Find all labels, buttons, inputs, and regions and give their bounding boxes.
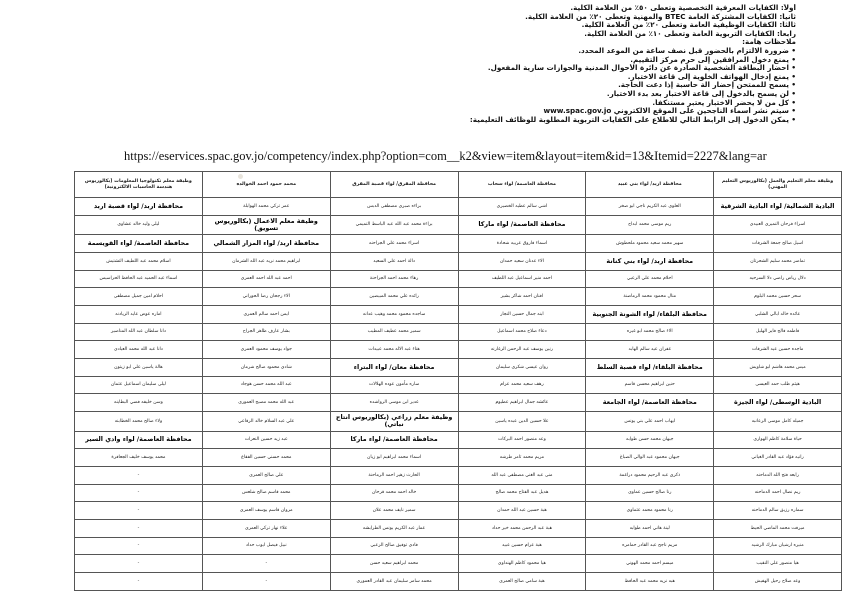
table-cell: جميله كامل موسى الزعانبه: [714, 412, 842, 432]
table-cell: علا حسين الدين عبده ياسين: [458, 412, 586, 432]
table-cell: محافظة العاصمة/ لواء ماركا: [330, 431, 458, 449]
table-cell: محافظة اربد/ لواء قصبة اربد: [75, 198, 203, 216]
table-cell: سماره رزيق سالم الدماحنه: [714, 502, 842, 520]
table-cell: رهف سعيد محمد عزام: [458, 376, 586, 394]
table-cell: جيهان محمود عبد الوالي الصباغ: [586, 449, 714, 467]
table-cell: عبد الله محمد مصبح العموري: [202, 394, 330, 412]
table-cell: وظيفة معلم زراعي (بكالوريوس انتاج نباتي): [330, 412, 458, 432]
table-cell: منال محمود محمد الرماضنة: [586, 288, 714, 306]
table-cell: هيا محمود كاظم الهنداوي: [458, 555, 586, 573]
table-cell: ابراهيم محمد نزيه عبد الله الشرمان: [202, 252, 330, 270]
table-cell: مريم محمد ثامر طرشه: [458, 449, 586, 467]
table-cell: ذكرى عبد الرحيم محمود دراغمة: [586, 466, 714, 484]
table-cell: احلام امين جميل مصطفى: [75, 288, 203, 306]
note-line: • احضار البطاقة الشخصية الصادرة عن دائرة الأحوال المدنية والجوازات سارية المفعول.: [487, 64, 796, 73]
table-cell: ايهاب احمد علي بني يونس: [586, 412, 714, 432]
table-cell: سمير محمد عطيف المطيب: [330, 323, 458, 341]
table-cell: عائشه جمال ابراهيم عطيوم: [458, 394, 586, 412]
table-cell: هيا منصور علي النقيب: [714, 555, 842, 573]
column-header: محمد حمود احمد الخوالده: [202, 172, 330, 198]
table-cell: رائده علي محمد المبيضين: [330, 288, 458, 306]
table-cell: دانا سلطان عبد الله المناصير: [75, 323, 203, 341]
table-cell: دعاء صلاح محمد اسماعيل: [458, 323, 586, 341]
table-row: [75, 466, 842, 484]
table-cell: احلام محمد علي الزعبي: [586, 270, 714, 288]
table-cell: روان عيسى شكري سليمان: [458, 359, 586, 377]
table-cell: شادي محمود صالح شرمان: [202, 359, 330, 377]
table-cell: -: [75, 555, 203, 573]
table-row: [75, 323, 842, 341]
table-cell: وعد منصور احمد البركات: [458, 431, 586, 449]
table-row: [75, 288, 842, 306]
table-cell: رابعه فتح الله الدماحنه: [714, 466, 842, 484]
table-cell: رهاء محمد احمد الجراحنة: [330, 270, 458, 288]
column-header: محافظة العاصمة/ لواء سحاب: [458, 172, 586, 198]
note-line: أولاً: الكفايات المعرفية التخصصية وتعطى ٥٠٪ من العلامة الكلية.: [570, 4, 796, 12]
note-line: • يمنع إدخال الهواتف الخلوية إلى قاعة الاختبار.: [627, 72, 796, 81]
table-cell: -: [202, 573, 330, 591]
table-cell: اسراء فرحان النميري العبيدي: [714, 215, 842, 235]
table-cell: البادية الشمالية/ لواء البادية الشرقية: [714, 198, 842, 216]
note-line: • سيتم نشر أسماء الناجحين على الموقع الالكتروني www.spac.gov.jo: [543, 107, 796, 116]
table-row: [75, 449, 842, 467]
table-row: [75, 484, 842, 502]
table-cell: وظيفة معلم الاعمال (بكالوريوس تسويق): [202, 215, 330, 235]
candidates-table: [74, 171, 842, 591]
table-cell: محافظة العاصمة/ لواء القويسمة: [75, 235, 203, 253]
table-cell: رنا صالح حسين عماوي: [586, 484, 714, 502]
table-row: [75, 359, 842, 377]
table-cell: منى عبد الغني مصطفى عبد الله: [458, 466, 586, 484]
table-cell: جيهان محمد حسن طوابه: [586, 431, 714, 449]
table-cell: اماره عوض عايد الزيادنه: [75, 305, 203, 323]
table-cell: ايمن احمد سالم العمري: [202, 305, 330, 323]
table-cell: العلوي عبد الكريم ناجي ابو صخر: [586, 198, 714, 216]
competency-link-url[interactable]: https://eservices.spac.gov.jo/competency/index.php?option=com__k2&view=item&layout=item&id=13&Itemid=2227&lang=ar: [124, 149, 767, 163]
table-cell: -: [75, 520, 203, 538]
table-cell: محمد يوسف خليف الجعافرة: [75, 449, 203, 467]
table-cell: -: [202, 555, 330, 573]
table-header-row: [75, 172, 842, 198]
table-cell: الاء رجحان رضا الحوراني: [202, 288, 330, 306]
table-cell: ساجده محمود محمد وهيب عدانه: [330, 305, 458, 323]
table-cell: ريم نضال احمد الدماحنه: [714, 484, 842, 502]
instructions-notes: [236, 4, 796, 124]
table-cell: جواد يوسف محمود العمري: [202, 341, 330, 359]
table-cell: عبد زيد حسين النعرات: [202, 431, 330, 449]
table-row: [75, 412, 842, 432]
column-header: وظيفة معلم تكنولوجيا المعلومات (بكالوريوس هندسة الحاسبات الالكترونية): [75, 172, 203, 198]
table-cell: احمد منير اسماعيل عبد اللطيف: [458, 270, 586, 288]
table-cell: الاء صالح محمد ابو غيره: [586, 323, 714, 341]
table-row: [75, 235, 842, 253]
table-cell: محافظة البلقاء/ لواء الشونة الجنوبية: [586, 305, 714, 323]
table-cell: احمد عبد الله احمد العمري: [202, 270, 330, 288]
table-cell: اسراء محمد علي الجراحنه: [330, 235, 458, 253]
table-row: [75, 215, 842, 235]
table-cell: هبه نزيه محمد عبد الحافظ: [586, 573, 714, 591]
note-line: رابعاً: الكفايات التربوية العامة وتعطى ١٠٪ من العلامة الكلية.: [584, 29, 796, 38]
table-cell: اسلام محمد عبد اللطيف التشتيش: [75, 252, 203, 270]
table-cell: اسماء فاروق عربيه شحادة: [458, 235, 586, 253]
table-cell: حنين ابراهيم محسن قاسم: [586, 376, 714, 394]
table-cell: ليلى وليد خالد عشاوي: [75, 215, 203, 235]
table-cell: محمد قاسم صالح شلعس: [202, 484, 330, 502]
table-cell: دانا عبد الله محمد العيادي: [75, 341, 203, 359]
table-cell: غدير ابن موسى الرواشده: [330, 394, 458, 412]
column-header: محافظة المفرق/ لواء قصبة المفرق: [330, 172, 458, 198]
table-cell: محافظة العاصمة/ لواء ماركا: [458, 215, 586, 235]
note-line: • ضرورة الالتزام بالحضور قبل نصف ساعة من الموعد المحدد.: [578, 46, 796, 55]
table-row: [75, 555, 842, 573]
table-cell: مريم ناجح عبد القادر حمامره: [586, 537, 714, 555]
note-line: • لن يسمح بالدخول إلى قاعة الاختبار بعد بدء الاختبار.: [606, 89, 796, 98]
table-row: [75, 270, 842, 288]
table-row: [75, 341, 842, 359]
table-cell: نبيل فيصل ايوب حداد: [202, 537, 330, 555]
table-cell: منيره ارشيان مبارك الرشيد: [714, 537, 842, 555]
table-cell: رانيه فؤاد عبد القادر الغياني: [714, 449, 842, 467]
table-cell: اسيل صالح جمعة الشرفات: [714, 235, 842, 253]
table-cell: -: [75, 537, 203, 555]
note-line: • كل من لا يحضر الاختبار يعتبر مستنكفاً.: [652, 98, 796, 107]
table-cell: محمد حسني حسين الفقاع: [202, 449, 330, 467]
table-cell: وعد صلاح رحيل الهفيش: [714, 573, 842, 591]
table-row: [75, 431, 842, 449]
note-line: ملاحظات هامة:: [742, 38, 796, 47]
table-cell: ريم موسى محمد ابداح: [586, 215, 714, 235]
table-cell: سحر حسين محمد البلوم: [714, 288, 842, 306]
table-row: [75, 502, 842, 520]
table-cell: عمر تركي محمد الهوابلة: [202, 198, 330, 216]
table-row: [75, 394, 842, 412]
table-cell: هالة ياسين علي ابو زيتون: [75, 359, 203, 377]
table-cell: خالد احمد محمد قرحان: [330, 484, 458, 502]
table-cell: محافظة معان/ لواء البتراء: [330, 359, 458, 377]
table-cell: ميرفت محمد الماضي الحيط: [714, 520, 842, 538]
table-cell: عبد الله محمد حسن هوجاد: [202, 376, 330, 394]
table-cell: تماضر محمد سليم الشحرتان: [714, 252, 842, 270]
table-cell: -: [75, 502, 203, 520]
table-cell: لينة هاني احمد طوابه: [586, 520, 714, 538]
note-line: • يمكن الدخول إلى الرابط التالي للاطلاع على الكفايات التربوية المطلوبة للوظائف التعليمية:: [469, 115, 796, 124]
table-cell: -: [75, 466, 203, 484]
table-cell: اشي سالم عطيه الخضيري: [458, 198, 586, 216]
table-cell: محافظة اربد/ لواء بني كنانة: [586, 252, 714, 270]
note-line: • يسمح للممتحن إحضار آلة حاسبة إذا دعت الحاجة.: [618, 81, 796, 90]
table-cell: اسماء محمد ابراهيم ابو زيان: [330, 449, 458, 467]
table-cell: ميسم احمد محمد الهوني: [586, 555, 714, 573]
table-cell: ساره مأمون عوده الهلالات: [330, 376, 458, 394]
table-cell: ابنه جمال حسين النجار: [458, 305, 586, 323]
table-cell: براءة محمد عبد الله عبد الباسط التميمي: [330, 215, 458, 235]
table-cell: عائده خالد ابالي الشلبي: [714, 305, 842, 323]
table-cell: علي صالح العمري: [202, 466, 330, 484]
note-line: • يمنع دخول المرافقين إلى حرم مركز التقييم.: [630, 55, 796, 64]
table-cell: ميس محمد هاشم ابو شاويش: [714, 359, 842, 377]
table-cell: افنان احمد شاكر بشير: [458, 288, 586, 306]
table-cell: رنين يوسف عبد الرحمن الزغارنه: [458, 341, 586, 359]
table-row: [75, 376, 842, 394]
table-cell: غفران عيد سالم الهابد: [586, 341, 714, 359]
table-cell: البادية الوسطى/ لواء الجيزة: [714, 394, 842, 412]
table-cell: ليلى سليمان اسماعيل عثمان: [75, 376, 203, 394]
table-cell: محمد ابراهيم سعيد حسن: [330, 555, 458, 573]
note-line: ثانياً: الكفايات المشتركة العامة BTEC والمهنية وتعطى ٢٠٪ من العلامة الكلية.: [525, 12, 796, 21]
table-cell: سمير نايف محمد علان: [330, 502, 458, 520]
table-row: [75, 573, 842, 591]
table-cell: ماجده حسين عيد الشرفات: [714, 341, 842, 359]
table-row: [75, 198, 842, 216]
table-cell: هبة عزام حسين عبيد: [458, 537, 586, 555]
table-cell: رنا محمود محمد عثماوي: [586, 502, 714, 520]
table-cell: هيثم طلب حمد العيسى: [714, 376, 842, 394]
table-cell: دلال رياض راضي دلا السرحيه: [714, 270, 842, 288]
table-cell: دالة احمد علي السعيد: [330, 252, 458, 270]
table-cell: اسماء عبد الحميد عبد الحافظ الحراسيس: [75, 270, 203, 288]
table-cell: حياة سلامة كاظم الهواري: [714, 431, 842, 449]
table-cell: براءه صبري مصطفى الدبس: [330, 198, 458, 216]
table-cell: -: [75, 484, 203, 502]
table-cell: بشار عارف ظاهر الجراح: [202, 323, 330, 341]
column-header: وظيفة معلم التعليم والعمل (بكالوريوس التعليم المهني): [714, 172, 842, 198]
table-row: [75, 252, 842, 270]
table-cell: فادي توفيق صالح الزعبي: [330, 537, 458, 555]
table-cell: هبة سامي صالح العمري: [458, 573, 586, 591]
table-cell: هبة حسين عبد الله حمدان: [458, 502, 586, 520]
note-line: ثالثاً: الكفايات الوظيفية العامة وتعطى ٢٠٪ من العلامة الكلية.: [581, 21, 796, 30]
table-cell: محمد سامر سليمان عبد القادر العموري: [330, 573, 458, 591]
table-cell: محافظة العاصمة/ لواء وادي السير: [75, 431, 203, 449]
table-cell: مروان قاسم يوسف العمري: [202, 502, 330, 520]
table-cell: علاء نهار تركي العمري: [202, 520, 330, 538]
table-cell: علي عبد السلام خالد الرقاعي: [202, 412, 330, 432]
table-cell: ولاء صالح محمد الخطابنه: [75, 412, 203, 432]
table-cell: فاطمه فالح فايز الهليل: [714, 323, 842, 341]
table-cell: محافظة العاصمة/ لواء الجامعة: [586, 394, 714, 412]
table-cell: الاء عدنان سعيد حمدان: [458, 252, 586, 270]
table-row: [75, 520, 842, 538]
table-cell: وسن خليفه فضي البطاينه: [75, 394, 203, 412]
table-cell: سهير محمد سعيد محمود ملحطوش: [586, 235, 714, 253]
table-row: [75, 305, 842, 323]
table-cell: -: [75, 573, 203, 591]
table-row: [75, 537, 842, 555]
table-cell: هديل عبد الفتاح محمد صالح: [458, 484, 586, 502]
table-cell: محافظة البلقاء/ لواء قصبة السلط: [586, 359, 714, 377]
table-cell: هبة عبد الرحمن محمد خير حداد: [458, 520, 586, 538]
column-header: محافظة اربد/ لواء بني عبيد: [586, 172, 714, 198]
table-cell: عمار عبد الكريم يونس الطرابشه: [330, 520, 458, 538]
table-cell: محافظة اربد/ لواء المزار الشمالي: [202, 235, 330, 253]
table-cell: هناء عبد الاله محمد عبيدات: [330, 341, 458, 359]
table-cell: الحارث زهير احمد الرماحنة: [330, 466, 458, 484]
